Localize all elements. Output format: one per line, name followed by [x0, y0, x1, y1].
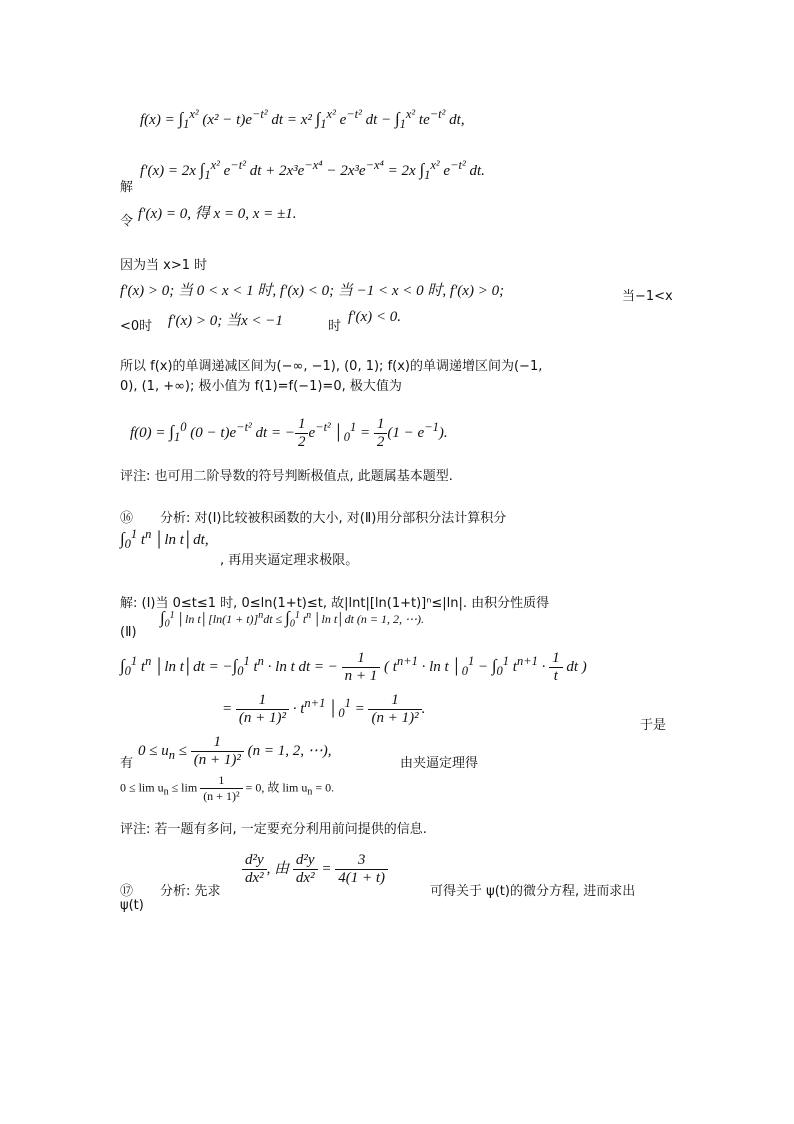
equation-f-definition: $f(x) = \int_1^{x^2}$ $(x^2 - t)e^{-t^2}$ dt = x² $\int_1^{x^2}$ $e^{-t^2}$ dt − $\int_1^{x^2}$ $te^{-t^2}$ dt,	[140, 107, 465, 131]
jie-label: 解	[120, 180, 134, 195]
problem-number-17: ⑰	[120, 884, 134, 899]
equation-ineq-16: $\int_0^1$ │ln t│[ln(1 + $t)]^ndt \le \int_0^1$ $t^n$ │ln t│dt (n = 1, 2, ⋯).	[160, 608, 425, 630]
squeeze-theorem-note: 由夹逼定理得	[400, 756, 479, 771]
text-lt0: <0时	[120, 319, 153, 334]
because-line: 因为当 x>1 时	[120, 258, 208, 273]
equation-sign-2a: f′(x) > 0; 当x < −1	[168, 313, 283, 329]
comment-2: 评注: 若一题有多问, 一定要充分利用前问提供的信息.	[120, 822, 427, 837]
equation-f-prime: f′(x) = 2x $\int_1^{x^2}$ $e^{-t^2}$ dt + $2x^3e^{-x^4} - 2x^3e^{-x^4} = 2x$ $\int_1^{x^2}$ $e^{-t^2}$ dt.	[140, 158, 485, 182]
you-label: 有	[120, 756, 134, 771]
de-note-17: 可得关于 ψ(t)的微分方程, 进而求出	[430, 884, 636, 899]
equation-critical-points: f′(x) = 0, 得 x = 0, x = ±1.	[138, 206, 297, 222]
equation-bound: $0 \le u_n$ ≤ $\frac{1}{\text{(n + 1)²}}$ (n = 1, 2, ⋯),	[138, 734, 332, 768]
monotone-line-1: 所以 f(x)的单调递减区间为(−∞, −1), (0, 1); f(x)的单调递增区间为(−1,	[120, 359, 543, 374]
analysis-16: 分析: 对(Ⅰ)比较被积函数的大小, 对(Ⅱ)用分部积分法计算积分	[160, 511, 507, 526]
yushi-label: 于是	[640, 718, 667, 733]
equation-f0: $f(0) = \int_1^0$ $(0 - t)e^{-t^2}$ dt = − $\frac{1}{2}$ $e^{-t^2}$ $│_0^1$ = $\frac{1}{2}$ $(1 - e^{-1})$.	[130, 416, 448, 450]
squeeze-note: , 再用夹逼定理求极限。	[220, 553, 359, 568]
comment-1: 评注: 也可用二阶导数的符号判断极值点, 此题属基本题型.	[120, 469, 453, 484]
monotone-line-2: 0), (1, +∞); 极小值为 f(1)=f(−1)=0, 极大值为	[120, 379, 402, 394]
equation-sign-1: f′(x) > 0; 当 0 < x < 1 时, f′(x) < 0; 当 −1 < x < 0 时, f′(x) > 0;	[120, 283, 505, 299]
text-dang-tail: 当−1<x	[622, 289, 673, 304]
equation-limit: $0 \le \lim u_n \le \lim$ $\frac{1}{\text{(n + 1)²}}$ = 0, 故 $\lim u_n = 0$.	[120, 773, 335, 803]
equation-calc-2: = $\frac{1}{\text{(n + 1)²}}$ · $t^{n+1}$ $│_0^1$ = $\frac{1}{\text{(n + 1)²}}$ .	[222, 692, 426, 726]
part-2-label: (Ⅱ)	[120, 625, 137, 640]
ling-label: 令	[120, 214, 134, 229]
text-shi: 时	[328, 319, 342, 334]
psi-label: ψ(t)	[120, 898, 144, 913]
equation-calc-1: $\int_0^1$ $t^n$ │ln t│dt = $-\int_0^1$ $t^n \cdot \ln t$ dt = − $\frac{1}{n + 1}$ ( $t^{n+1} \cdot \ln t$ $│_0^1 - \int_0^1$ $t^{n+1}$ · $\frac{1}{t}$ dt )	[120, 650, 587, 684]
solution-16-part1: 解: (Ⅰ)当 0≤t≤1 时, 0≤ln(1+t)≤t, 故|lnt|[ln(1+t)]ⁿ≤|ln|. 由积分性质得	[120, 596, 550, 611]
equation-sign-2b: f′(x) < 0.	[348, 309, 401, 325]
equation-d2y: $\frac{\text{d²y}}{\text{dx²}}$ , 由 $\frac{\text{d²y}}{\text{dx²}}$ = $\frac{3}{4(1 + t)}$	[242, 852, 388, 887]
analysis-17: 分析: 先求	[160, 884, 221, 899]
equation-integral-16: $\int_0^1$ $t^n$ │ln t│dt,	[120, 527, 209, 551]
problem-number-16: ⑯	[120, 511, 134, 526]
